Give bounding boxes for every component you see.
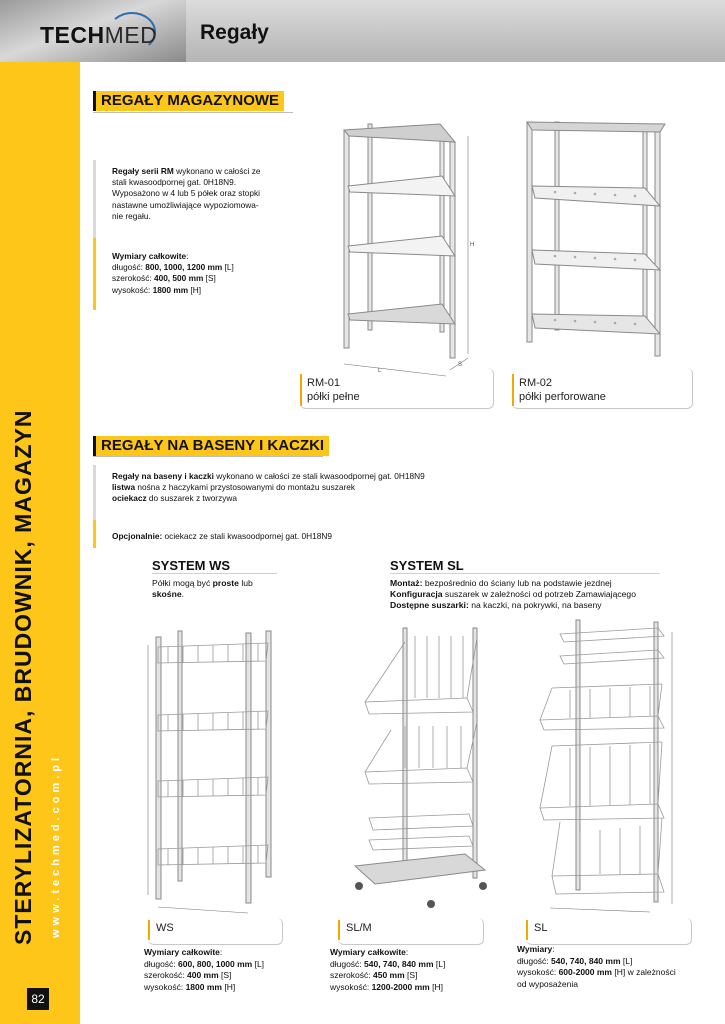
divider	[152, 573, 277, 574]
caption-bar-ws	[148, 920, 150, 940]
optional-bar	[93, 520, 96, 548]
divider	[390, 573, 660, 574]
sidebar-url: www.techmed.com.pl	[50, 753, 62, 938]
storage-description: Regały serii RM wykonano w całości ze stali kwasoodpornej gat. 0H18N9. Wyposażono w 4 lub 5 półek oraz stopki nastawne umożliwiające wypoziomowa- nie regału.	[112, 166, 261, 221]
caption-sl: SL	[534, 922, 548, 934]
caption-bar-slm	[338, 920, 340, 940]
bedpan-description: Regały na baseny i kaczki wykonano w całości ze stali kwasoodpornej gat. 0H18N9 listwa nośna z haczykami przystosowanymi do montażu suszarek ociekacz do suszarek z tworzywa	[112, 471, 425, 504]
section-underline	[93, 112, 293, 113]
dim-letter-s: S	[458, 362, 463, 368]
section-underline	[93, 456, 323, 457]
optional-note: Opcjonalnie: ociekacz ze stali kwasoodpornej gat. 0H18N9	[112, 531, 332, 541]
caption-box-sl	[526, 918, 692, 945]
caption-bar-sl	[526, 920, 528, 940]
storage-dimensions: Wymiary całkowite: długość: 800, 1000, 1200 mm [L] szerokość: 400, 500 mm [S] wysokość: 1800 mm [H]	[112, 251, 234, 295]
caption-ws: WS	[156, 922, 174, 934]
dims-bar	[93, 238, 96, 310]
sidebar-title: STERYLIZATORNIA, BRUDOWNIK, MAGAZYN	[10, 409, 36, 945]
system-ws-title: SYSTEM WS	[152, 558, 231, 573]
caption-rm01: RM-01 półki pełne	[307, 377, 360, 403]
caption-bar-rm01	[300, 374, 302, 406]
logo: TECHMED	[40, 22, 158, 48]
rm02-illustration	[515, 118, 675, 362]
caption-slm: SL/M	[346, 922, 372, 934]
desc-bar	[93, 160, 96, 238]
dim-letter-h: H	[470, 242, 475, 248]
caption-bar-rm02	[512, 374, 514, 406]
caption-rm02: RM-02 półki perforowane	[519, 377, 606, 403]
desc-bar-2	[93, 465, 96, 520]
spec-sl: Wymiary: długość: 540, 740, 840 mm [L] wysokość: 600-2000 mm [H] w zależności od wyposażenia	[517, 944, 676, 989]
page-number: 82	[27, 988, 49, 1010]
spec-ws: Wymiary całkowite: długość: 600, 800, 1000 mm [L] szerokość: 400 mm [S] wysokość: 1800 mm [H]	[144, 947, 265, 992]
section-heading-storage: REGAŁY MAGAZYNOWE	[93, 91, 284, 111]
slm-illustration	[345, 622, 495, 912]
system-sl-title: SYSTEM SL	[390, 558, 464, 573]
system-ws-desc: Półki mogą być proste lub skośne.	[152, 578, 253, 600]
spec-slm: Wymiary całkowite: długość: 540, 740, 840 mm [L] szerokość: 450 mm [S] wysokość: 1200-2000 mm [H]	[330, 947, 446, 992]
system-sl-desc: Montaż: bezpośrednio do ściany lub na podstawie jezdnej Konfiguracja suszarek w zależności od potrzeb Zamawiającego Dostępne suszarki: na kaczki, na pokrywki, na baseny	[390, 578, 636, 611]
sl-illustration	[530, 612, 680, 917]
ws-illustration	[138, 625, 288, 915]
dim-letter-l: L	[378, 368, 382, 374]
rm01-illustration	[330, 118, 490, 380]
section-heading-bedpans: REGAŁY NA BASENY I KACZKI	[93, 436, 329, 456]
page-title: Regały	[200, 21, 269, 44]
